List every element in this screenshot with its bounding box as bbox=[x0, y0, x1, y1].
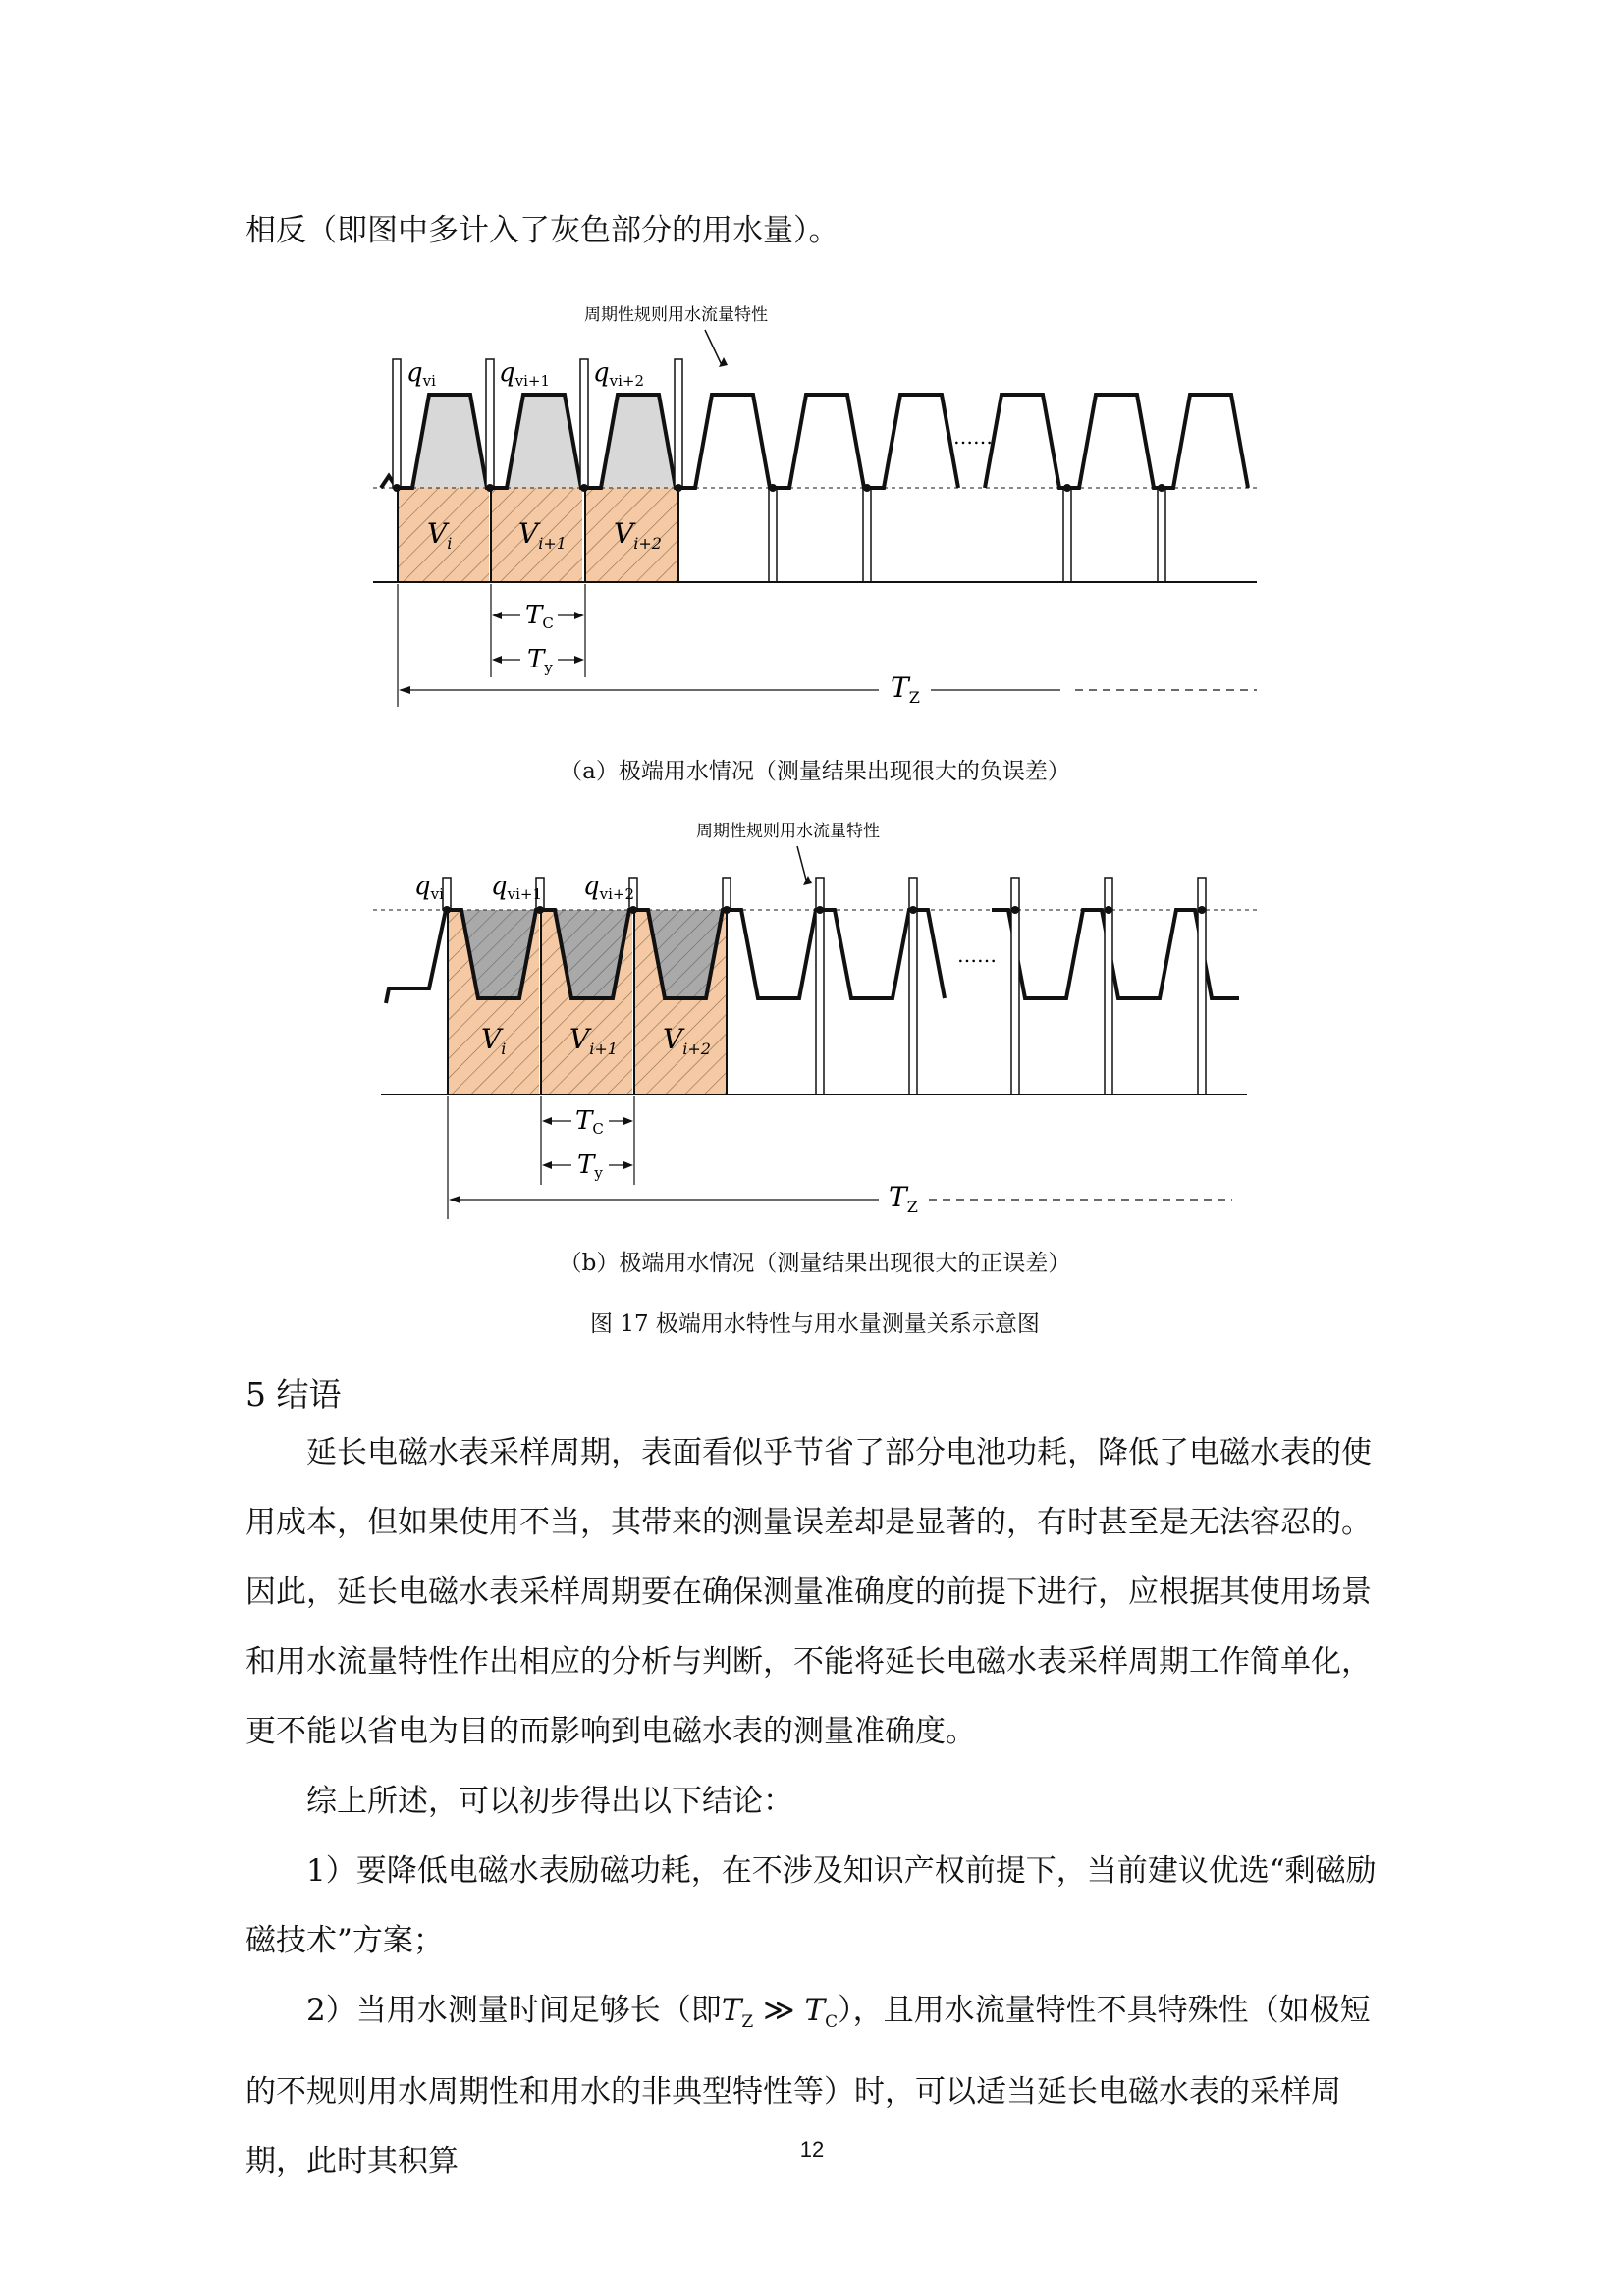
top-text-line: 相反（即图中多计入了灰色部分的用水量）。 bbox=[245, 213, 839, 248]
v-label-b-2: $V_{i+1}$ bbox=[569, 1023, 618, 1058]
v-label-b-1: $V_i$ bbox=[481, 1023, 507, 1058]
paragraph-1: 延长电磁水表采样周期，表面看似乎节省了部分电池功耗，降低了电磁水表的使用成本，但如果使用不当，其带来的测量误差却是显著的，有时甚至是无法容忍的。因此，延长电磁水表采样周期要在确保测量准确度的前提下进行，应根据其使用场景和用水流量特性作出相应的分析与判断，不能将延长电磁水表采样周期工作简单化，更不能以省电为目的而影响到电磁水表的测量准确度。 bbox=[245, 1435, 1372, 1749]
figure-caption: 图 17 极端用水特性与用水量测量关系示意图 bbox=[590, 1311, 1040, 1337]
figure-b bbox=[0, 807, 1624, 1239]
v-label-a-1: $V_i$ bbox=[427, 517, 453, 553]
q-label-b-3: qvi+2 bbox=[583, 872, 635, 903]
ellipsis-a: …… bbox=[953, 425, 993, 449]
tz-label-a: $T_Z$ bbox=[891, 671, 920, 707]
ty-label-a: Ty bbox=[527, 645, 553, 676]
annotation-b: 周期性规则用水流量特性 bbox=[696, 822, 880, 841]
v-label-a-3: $V_{i+2}$ bbox=[614, 517, 662, 553]
q-label-a-2: qvi+1 bbox=[499, 358, 551, 390]
q-label-a-3: qvi+2 bbox=[593, 358, 645, 390]
tz-label-b: $T_Z$ bbox=[889, 1181, 918, 1216]
annotation-a: 周期性规则用水流量特性 bbox=[584, 305, 768, 325]
v-label-a-2: $V_{i+1}$ bbox=[518, 517, 567, 553]
tc-label-a: TC bbox=[525, 601, 554, 632]
q-label-a-1: qvi bbox=[406, 358, 436, 390]
tc-label-b: TC bbox=[575, 1106, 604, 1138]
paragraph-4: 2）当用水测量时间足够长（即$T_Z$ ≫ $T_C$），且用水流量特性不具特殊性（如极短的不规则用水周期性和用水的非典型特性等）时，可以适当延长电磁水表的采样周期，此时其积算 bbox=[245, 1993, 1371, 2180]
grey-area-b bbox=[461, 910, 723, 998]
ty-label-b: Ty bbox=[577, 1150, 603, 1182]
v-label-b-3: $V_{i+2}$ bbox=[663, 1023, 711, 1058]
figure-a bbox=[0, 285, 1624, 736]
paragraph-2: 综上所述，可以初步得出以下结论： bbox=[306, 1784, 793, 1819]
paragraph-3: 1）要降低电磁水表励磁功耗，在不涉及知识产权前提下，当前建议优选“剩磁励磁技术”方案； bbox=[245, 1853, 1377, 1958]
q-label-b-1: qvi bbox=[414, 872, 444, 903]
q-label-b-2: qvi+1 bbox=[491, 872, 543, 903]
caption-b: （b）极端用水情况（测量结果出现很大的正误差） bbox=[559, 1251, 1071, 1276]
section-heading: 5 结语 bbox=[245, 1375, 342, 1414]
ellipsis-b: …… bbox=[957, 943, 997, 967]
caption-a: （a）极端用水情况（测量结果出现很大的负误差） bbox=[560, 759, 1070, 784]
grey-area-a bbox=[412, 395, 676, 488]
page-number: 12 bbox=[799, 2137, 825, 2162]
